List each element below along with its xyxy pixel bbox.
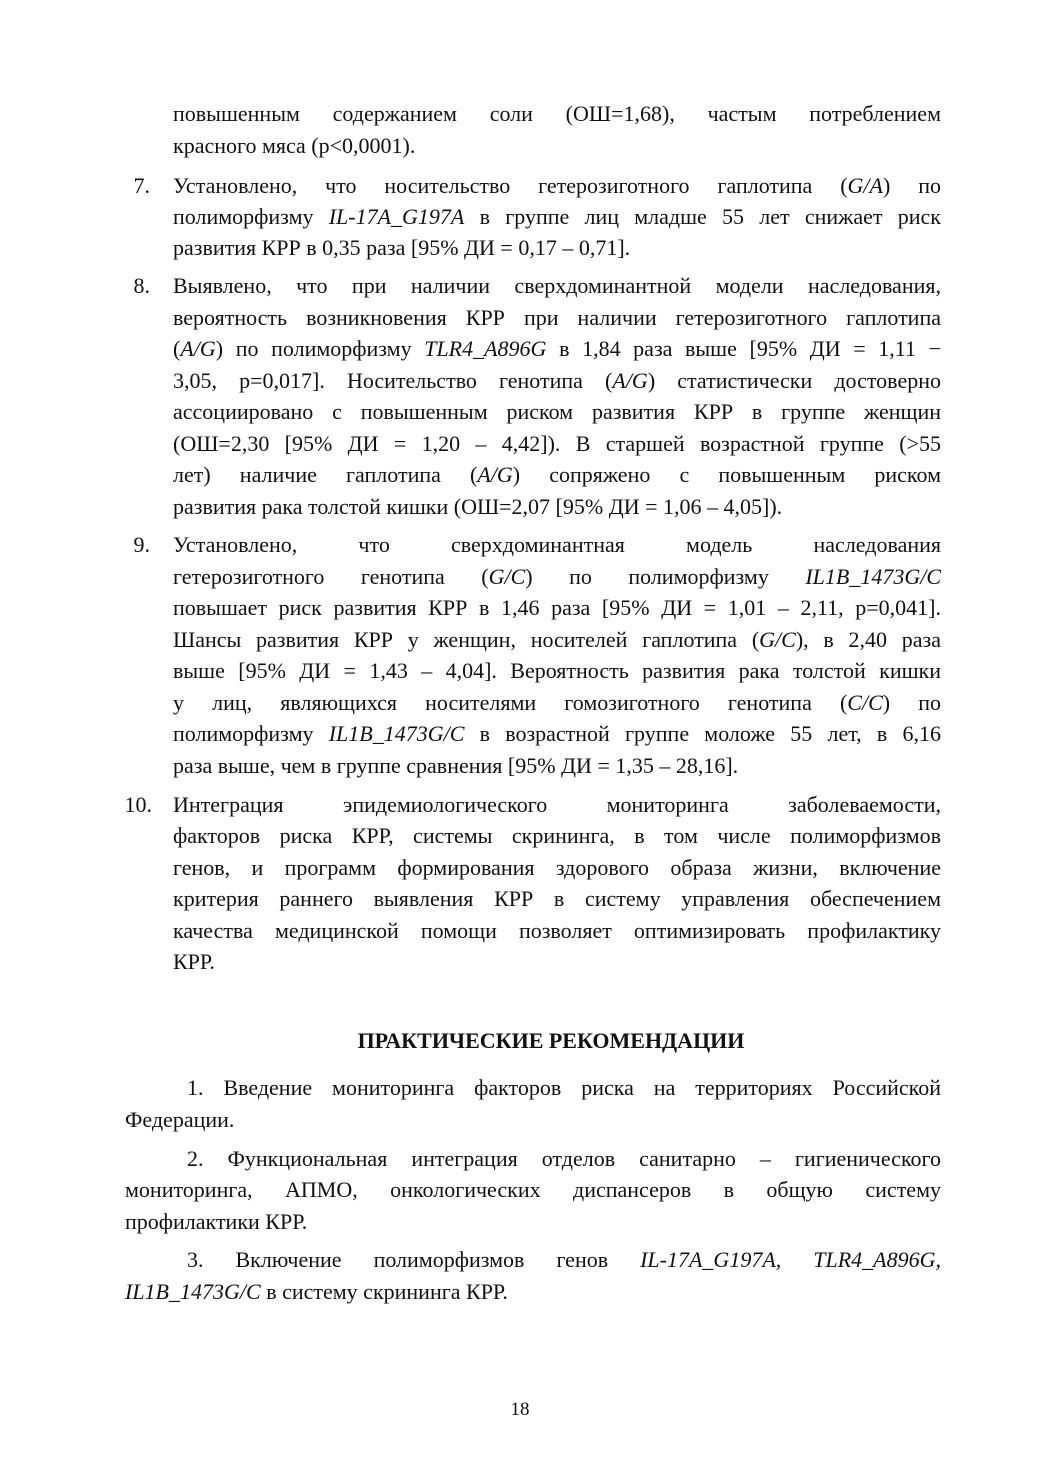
list-item-text	[173, 491, 782, 522]
list-item-text	[173, 687, 941, 718]
text-run: критерия раннего выявления КРР в систему управления обеспечением	[173, 886, 941, 911]
list-number: 7.	[133, 173, 150, 198]
list-item-text	[173, 718, 941, 749]
text-run: IL1B_1473G/C	[125, 1279, 261, 1304]
list-item-line	[0, 718, 1040, 749]
text-run: полиморфизму	[173, 721, 329, 746]
list-item-text	[173, 365, 941, 396]
text-run: ) по	[883, 173, 941, 198]
recommendation-line	[0, 1174, 1040, 1205]
list-number: 9.	[133, 532, 150, 557]
list-item-line	[0, 170, 1040, 201]
recommendation-line	[0, 1206, 1040, 1237]
list-item-text	[173, 428, 941, 459]
recommendation-text	[187, 1244, 941, 1275]
list-item-text	[173, 789, 941, 820]
list-item-text	[173, 820, 941, 851]
text-run: Установлено, что сверхдоминантная модель наследования	[173, 532, 941, 557]
list-item-line	[0, 130, 1040, 161]
list-item-line	[0, 529, 1040, 560]
list-item-line	[0, 915, 1040, 946]
recommendation-line	[0, 1104, 1040, 1135]
recommendation-line	[0, 1244, 1040, 1275]
list-item-line	[0, 232, 1040, 263]
text-run: Выявлено, что при наличии сверхдоминантной модели наследования,	[173, 273, 941, 298]
recommendation-line	[0, 1143, 1040, 1174]
list-item-line	[0, 561, 1040, 592]
list-item-line	[0, 201, 1040, 232]
text-run: IL-17A_G197A, TLR4_A896G,	[640, 1247, 941, 1272]
list-item-text	[173, 946, 215, 977]
list-item-line	[0, 365, 1040, 396]
text-run: факторов риска КРР, системы скрининга, в том числе полиморфизмов	[173, 823, 941, 848]
text-run: 2. Функциональная интеграция отделов санитарно – гигиенического	[187, 1146, 941, 1171]
list-item-text	[173, 396, 941, 427]
list-item-text	[173, 270, 941, 301]
text-run: Интеграция эпидемиологического мониторинга заболеваемости,	[173, 792, 941, 817]
recommendation-line	[0, 1072, 1040, 1103]
page-number: 18	[510, 1399, 530, 1420]
list-item-line	[0, 491, 1040, 522]
text-run: ) статистически достоверно	[647, 368, 941, 393]
recommendation-text	[125, 1104, 234, 1135]
text-run: в 1,84 раза выше [95% ДИ = 1,11 −	[546, 336, 941, 361]
text-run: IL-17A_G197A	[328, 204, 465, 229]
text-run: полиморфизму	[173, 204, 329, 229]
text-run: G/C	[488, 564, 526, 589]
text-run: C/C	[847, 690, 883, 715]
list-item-text	[173, 529, 941, 560]
list-item-line	[0, 459, 1040, 490]
list-item-text	[173, 333, 941, 364]
text-run: вероятность возникновения КРР при наличии гетерозиготного гаплотипа	[173, 305, 941, 330]
text-run: A/G	[477, 462, 513, 487]
list-item-line	[0, 820, 1040, 851]
list-item-line	[0, 655, 1040, 686]
list-item-text	[173, 459, 941, 490]
text-run: ) по полиморфизму	[525, 564, 806, 589]
recommendation-line	[0, 1276, 1040, 1307]
text-run: гетерозиготного генотипа (	[173, 564, 489, 589]
list-item-text	[173, 302, 941, 333]
text-run: (	[173, 336, 181, 361]
list-item-text	[173, 170, 941, 201]
text-run: G/A	[847, 173, 883, 198]
text-run: IL1B_1473G/C	[328, 721, 465, 746]
text-run: (ОШ=2,30 [95% ДИ = 1,20 – 4,42]). В старшей возрастной группе (>55	[173, 431, 941, 456]
text-run: IL1B_1473G/C	[805, 564, 941, 589]
list-item-text	[173, 561, 941, 592]
list-item-text	[173, 592, 941, 623]
text-run: в возрастной группе моложе 55 лет, в 6,16	[464, 721, 941, 746]
list-item-line	[0, 883, 1040, 914]
list-item-text	[173, 655, 941, 686]
list-item-line	[0, 396, 1040, 427]
recommendation-text	[125, 1206, 307, 1237]
text-run: TLR4_A896G	[424, 336, 547, 361]
text-run: Федерации.	[125, 1107, 235, 1132]
text-run: профилактики КРР.	[125, 1209, 308, 1234]
list-number: 10.	[124, 792, 152, 817]
text-run: лет) наличие гаплотипа (	[173, 462, 478, 487]
list-item-line	[0, 428, 1040, 459]
list-item-text	[173, 624, 941, 655]
text-run: ) сопряжено с повышенным риском	[512, 462, 941, 487]
list-item-line	[0, 333, 1040, 364]
recommendation-text	[187, 1143, 941, 1174]
list-item-line	[0, 789, 1040, 820]
recommendation-text	[125, 1174, 941, 1205]
list-item-line	[0, 98, 1040, 129]
text-run: ) по	[882, 690, 941, 715]
list-item-text	[173, 98, 941, 129]
text-run: A/G	[180, 336, 216, 361]
recommendation-text	[125, 1276, 508, 1307]
text-run: развития КРР в 0,35 раза [95% ДИ = 0,17 – 0,71].	[173, 235, 631, 260]
text-run: ) по полиморфизму	[215, 336, 425, 361]
list-item-line	[0, 592, 1040, 623]
list-item-text	[173, 130, 415, 161]
text-run: ), в 2,40 раза	[795, 627, 942, 652]
text-run: выше [95% ДИ = 1,43 – 4,04]. Вероятность развития рака толстой кишки	[173, 658, 941, 683]
text-run: в систему скрининга КРР.	[260, 1279, 508, 1304]
text-run: КРР.	[173, 949, 215, 974]
list-item-text	[173, 201, 941, 232]
list-item-text	[173, 232, 630, 263]
list-item-line	[0, 750, 1040, 781]
text-run: G/C	[759, 627, 796, 652]
text-run: Установлено, что носительство гетерозиготного гаплотипа (	[173, 173, 848, 198]
text-run: генов, и программ формирования здорового образа жизни, включение	[173, 855, 941, 880]
section-heading: ПРАКТИЧЕСКИЕ РЕКОМЕНДАЦИИ	[357, 1028, 745, 1053]
text-run: мониторинга, АПМО, онкологических диспансеров в общую систему	[125, 1177, 941, 1202]
text-run: развития рака толстой кишки (ОШ=2,07 [95% ДИ = 1,06 – 4,05]).	[173, 494, 783, 519]
list-item-line	[0, 852, 1040, 883]
text-run: 3. Включение полиморфизмов генов	[187, 1247, 641, 1272]
text-run: повышает риск развития КРР в 1,46 раза [95% ДИ = 1,01 – 2,11, р=0,041].	[173, 595, 941, 620]
list-item-line	[0, 687, 1040, 718]
text-run: раза выше, чем в группе сравнения [95% ДИ = 1,35 – 28,16].	[173, 753, 739, 778]
text-run: 3,05, р=0,017]. Носительство генотипа (	[173, 368, 613, 393]
list-number: 8.	[133, 273, 150, 298]
list-item-text	[173, 750, 738, 781]
text-run: 1. Введение мониторинга факторов риска на территориях Российской	[187, 1075, 941, 1100]
list-item-text	[173, 883, 941, 914]
list-item-line	[0, 302, 1040, 333]
text-run: повышенным содержанием соли (ОШ=1,68), частым потреблением	[173, 101, 941, 126]
list-item-line	[0, 624, 1040, 655]
text-run: A/G	[612, 368, 648, 393]
list-item-line	[0, 270, 1040, 301]
list-item-text	[173, 915, 941, 946]
text-run: в группе лиц младше 55 лет снижает риск	[464, 204, 941, 229]
list-item-line	[0, 946, 1040, 977]
list-item-text	[173, 852, 941, 883]
text-run: ассоциировано с повышенным риском развития КРР в группе женщин	[173, 399, 941, 424]
recommendation-text	[187, 1072, 941, 1103]
text-run: у лиц, являющихся носителями гомозиготного генотипа (	[173, 690, 848, 715]
text-run: красного мяса (р<0,0001).	[173, 133, 416, 158]
text-run: Шансы развития КРР у женщин, носителей гаплотипа (	[173, 627, 760, 652]
text-run: качества медицинской помощи позволяет оптимизировать профилактику	[173, 918, 941, 943]
